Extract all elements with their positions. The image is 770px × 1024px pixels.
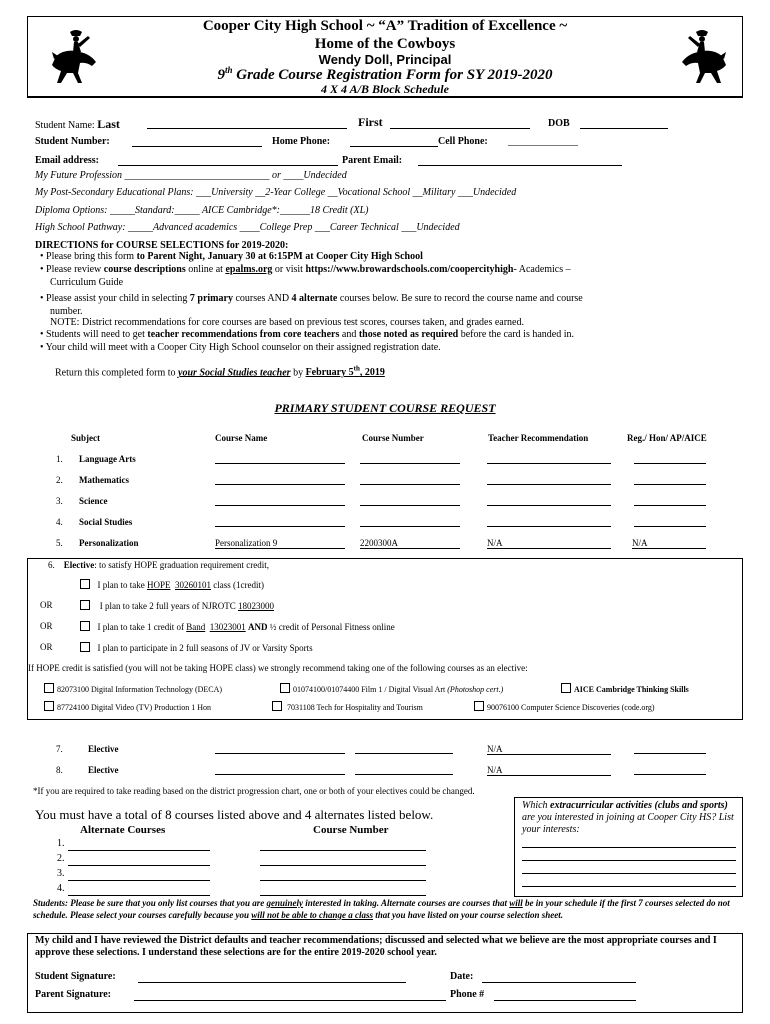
teacher-rec-field[interactable] <box>487 484 611 485</box>
direction-bullet-5: • Your child will meet with a Cooper City High School counselor on their assigned registration date. <box>40 342 441 353</box>
course-number-field[interactable] <box>360 505 460 506</box>
course-number-field[interactable] <box>360 484 460 485</box>
hope-option-2-checkbox[interactable] <box>80 600 90 610</box>
row-subject: Elective <box>88 765 119 775</box>
col-subject: Subject <box>71 433 100 443</box>
course-name-field[interactable] <box>215 463 345 464</box>
course-option-aice-checkbox[interactable] <box>561 683 571 693</box>
course-option-hospitality-checkbox[interactable] <box>272 701 282 711</box>
email-label: Email address: <box>35 155 99 166</box>
col-alternate-courses: Alternate Courses <box>80 824 166 836</box>
schedule-type: 4 X 4 A/B Block Schedule <box>321 82 449 96</box>
alternates-instruction: You must have a total of 8 courses listed above and 4 alternates listed below. <box>35 807 434 822</box>
cell-phone-label: Cell Phone: <box>438 136 488 147</box>
alternate-number: 2. <box>57 853 65 864</box>
first-name-label: First <box>358 115 383 129</box>
alternate-number-field[interactable] <box>260 880 426 881</box>
school-title: Cooper City High School ~ “A” Tradition of Excellence ~ <box>202 18 568 34</box>
last-name-field[interactable] <box>147 128 347 129</box>
alternate-course-field[interactable] <box>68 880 210 881</box>
student-number-label: Student Number: <box>35 136 110 147</box>
interests-field[interactable] <box>522 886 736 887</box>
hope-option-4-checkbox[interactable] <box>80 642 90 652</box>
course-number-field[interactable] <box>360 526 460 527</box>
return-instructions: Return this completed form to your Social Studies teacher by February 5th, 2019 <box>55 365 385 379</box>
student-number-field[interactable] <box>132 146 262 147</box>
or-label-2: OR <box>40 621 53 631</box>
course-name-value: Personalization 9 <box>215 538 345 549</box>
course-option-film: 01074100/01074400 Film 1 / Digital Visual Art (Photoshop cert.) <box>280 683 503 694</box>
teacher-rec-field[interactable] <box>487 526 611 527</box>
directions-heading: DIRECTIONS for COURSE SELECTIONS for 2019-2020: <box>35 240 289 251</box>
alternate-number: 3. <box>57 868 65 879</box>
hope-option-1-checkbox[interactable] <box>80 579 90 589</box>
col-teacher-recommendation: Teacher Recommendation <box>488 433 589 443</box>
course-option-cs-checkbox[interactable] <box>474 701 484 711</box>
alternate-number: 4. <box>57 883 65 894</box>
alternate-course-field[interactable] <box>68 895 210 896</box>
row-number: 1. <box>56 454 63 464</box>
course-option-video: 87724100 Digital Video (TV) Production 1 Hon <box>44 701 211 712</box>
level-field[interactable] <box>634 505 706 506</box>
hope-note: If HOPE credit is satisfied (you will not be taking HOPE class) we strongly recommend taking one of the following courses as an elective: <box>28 663 528 673</box>
col-course-name: Course Name <box>215 433 268 443</box>
student-signature-label: Student Signature: <box>35 971 116 982</box>
row-number: 3. <box>56 496 63 506</box>
course-name-field[interactable] <box>215 526 345 527</box>
alternate-number-field[interactable] <box>260 895 426 896</box>
epalms-link[interactable]: epalms.org <box>225 264 273 275</box>
row-subject: Science <box>79 496 108 506</box>
row-number: 8. <box>56 765 63 775</box>
home-phone-label: Home Phone: <box>272 136 331 147</box>
alternate-course-field[interactable] <box>68 865 210 866</box>
parent-signature-label: Parent Signature: <box>35 989 112 1000</box>
level-value: N/A <box>632 538 706 549</box>
direction-bullet-2: • Please review course descriptions online at epalms.org or visit https://www.browardschools.com/coopercityhigh- Academics – <box>40 264 571 275</box>
dob-label: DOB <box>548 118 570 129</box>
course-name-field[interactable] <box>215 753 345 754</box>
row-subject: Mathematics <box>79 475 129 485</box>
row-subject: Personalization <box>79 538 139 548</box>
row-subject: Elective <box>88 744 119 754</box>
hope-option-4: I plan to participate in 2 full seasons of JV or Varsity Sports <box>80 642 313 653</box>
level-field[interactable] <box>634 463 706 464</box>
school-subtitle: Home of the Cowboys <box>314 36 456 52</box>
reading-note: *If you are required to take reading based on the district progression chart, one or both of your electives could be changed. <box>33 786 475 796</box>
course-option-cs: 90076100 Computer Science Discoveries (code.org) <box>474 701 655 712</box>
future-profession: My Future Profession _____________________________ or ____Undecided <box>35 170 347 181</box>
hope-option-3-checkbox[interactable] <box>80 621 90 631</box>
direction-bullet-2-cont: Curriculum Guide <box>50 277 124 288</box>
form-title: 9th Grade Course Registration Form for SY 2019-2020 <box>217 65 553 83</box>
direction-note: NOTE: District recommendations for core courses are based on previous test scores, courses taken, and grades earned. <box>50 317 524 328</box>
direction-bullet-3: • Please assist your child in selecting 7 primary courses AND 4 alternate courses below. Be sure to record the course name and course <box>40 293 583 304</box>
approval-statement: My child and I have reviewed the District defaults and teacher recommendations; discussed and selected what we believe are the most appropriate courses and I approve these selections. I understand these selections are for the entire 2019-2020 school year. <box>35 935 717 958</box>
high-school-pathway: High School Pathway: _____Advanced academics ____College Prep ___Career Technical ___Undecided <box>35 222 460 233</box>
parent-email-field[interactable] <box>418 165 622 166</box>
parent-email-label: Parent Email: <box>342 155 403 166</box>
or-label-3: OR <box>40 642 53 652</box>
school-url[interactable]: https://www.browardschools.com/coopercityhigh <box>305 264 514 275</box>
row-number: 2. <box>56 475 63 485</box>
date-field[interactable] <box>482 982 636 983</box>
course-number-field[interactable] <box>360 463 460 464</box>
col-alternate-number: Course Number <box>313 824 389 836</box>
home-phone-field[interactable] <box>350 146 438 147</box>
col-level: Reg./ Hon/ AP/AICE <box>627 433 707 443</box>
interests-field[interactable] <box>522 847 736 848</box>
hope-option-2: I plan to take 2 full years of NJROTC 18023000 <box>80 600 274 611</box>
phone-field[interactable] <box>494 1000 636 1001</box>
direction-bullet-4: • Students will need to get teacher recommendations from core teachers and those noted as required before the card is handed in. <box>40 329 575 340</box>
teacher-rec-value: N/A <box>487 744 611 755</box>
first-name-field[interactable] <box>390 128 530 129</box>
course-name-field[interactable] <box>215 505 345 506</box>
direction-bullet-1: • Please bring this form to Parent Night, January 30 at 6:15PM at Cooper City High School <box>40 251 423 262</box>
date-label: Date: <box>450 971 474 982</box>
parent-signature-field[interactable] <box>134 1000 446 1001</box>
col-course-number: Course Number <box>362 433 424 443</box>
row-number: 7. <box>56 744 63 754</box>
level-field[interactable] <box>634 753 706 754</box>
level-field[interactable] <box>634 774 706 775</box>
dob-field[interactable] <box>580 128 668 129</box>
teacher-rec-value: N/A <box>487 765 611 776</box>
course-number-field[interactable] <box>355 753 453 754</box>
teacher-rec-value: N/A <box>487 538 611 549</box>
row-number: 4. <box>56 517 63 527</box>
course-option-video-checkbox[interactable] <box>44 701 54 711</box>
teacher-rec-field[interactable] <box>487 463 611 464</box>
primary-request-heading: PRIMARY STUDENT COURSE REQUEST <box>274 401 496 415</box>
students-note: Students: Please be sure that you only list courses that you are genuinely interested in taking. Alternate courses are courses that will be in your schedule if the first 7 courses selected do not schedule. Please select your courses carefully because you will not be able to change a class that you have listed on your course selection sheet. <box>33 898 730 920</box>
row-number: 5. <box>56 538 63 548</box>
alternate-number-field[interactable] <box>260 850 426 851</box>
alternate-number: 1. <box>57 838 65 849</box>
cell-phone-field[interactable]: ______________ <box>508 136 578 147</box>
teacher-rec-field[interactable] <box>487 505 611 506</box>
course-option-deca-checkbox[interactable] <box>44 683 54 693</box>
student-name-label: Student Name: Last <box>35 117 120 131</box>
principal-name: Wendy Doll, Principal <box>318 52 452 67</box>
email-field[interactable] <box>118 165 338 166</box>
elective-6-title: 6. Elective: to satisfy HOPE graduation requirement credit, <box>48 560 269 570</box>
course-number-field[interactable] <box>355 774 453 775</box>
interests-field[interactable] <box>522 873 736 874</box>
hope-option-1: I plan to take HOPE 30260101 class (1credit) <box>80 579 264 590</box>
student-signature-field[interactable] <box>138 982 406 983</box>
extracurricular-prompt: Which extracurricular activities (clubs and sports) are you interested in joining at Cooper City HS? List your interests: <box>522 800 734 835</box>
course-option-aice: AICE Cambridge Thinking Skills <box>561 683 689 694</box>
course-number-value: 2200300A <box>360 538 460 549</box>
course-name-field[interactable] <box>215 774 345 775</box>
interests-field[interactable] <box>522 860 736 861</box>
or-label-1: OR <box>40 600 53 610</box>
course-name-field[interactable] <box>215 484 345 485</box>
row-subject: Social Studies <box>79 517 133 527</box>
alternate-course-field[interactable] <box>68 850 210 851</box>
hope-option-3: I plan to take 1 credit of Band 13023001 AND ½ credit of Personal Fitness online <box>80 621 395 632</box>
alternate-number-field[interactable] <box>260 865 426 866</box>
level-field[interactable] <box>634 484 706 485</box>
phone-label: Phone # <box>450 989 485 1000</box>
direction-bullet-3-cont: number. <box>50 306 83 317</box>
diploma-options: Diploma Options: _____Standard:_____ AICE Cambridge*:______18 Credit (XL) <box>35 205 369 216</box>
course-option-hospitality: 7031108 Tech for Hospitality and Tourism <box>272 701 423 712</box>
level-field[interactable] <box>634 526 706 527</box>
course-option-deca: 82073100 Digital Information Technology (DECA) <box>44 683 222 694</box>
course-option-film-checkbox[interactable] <box>280 683 290 693</box>
row-subject: Language Arts <box>79 454 136 464</box>
post-secondary-plans: My Post-Secondary Educational Plans: ___University __2-Year College __Vocational School __Military ___Undecided <box>35 187 517 198</box>
